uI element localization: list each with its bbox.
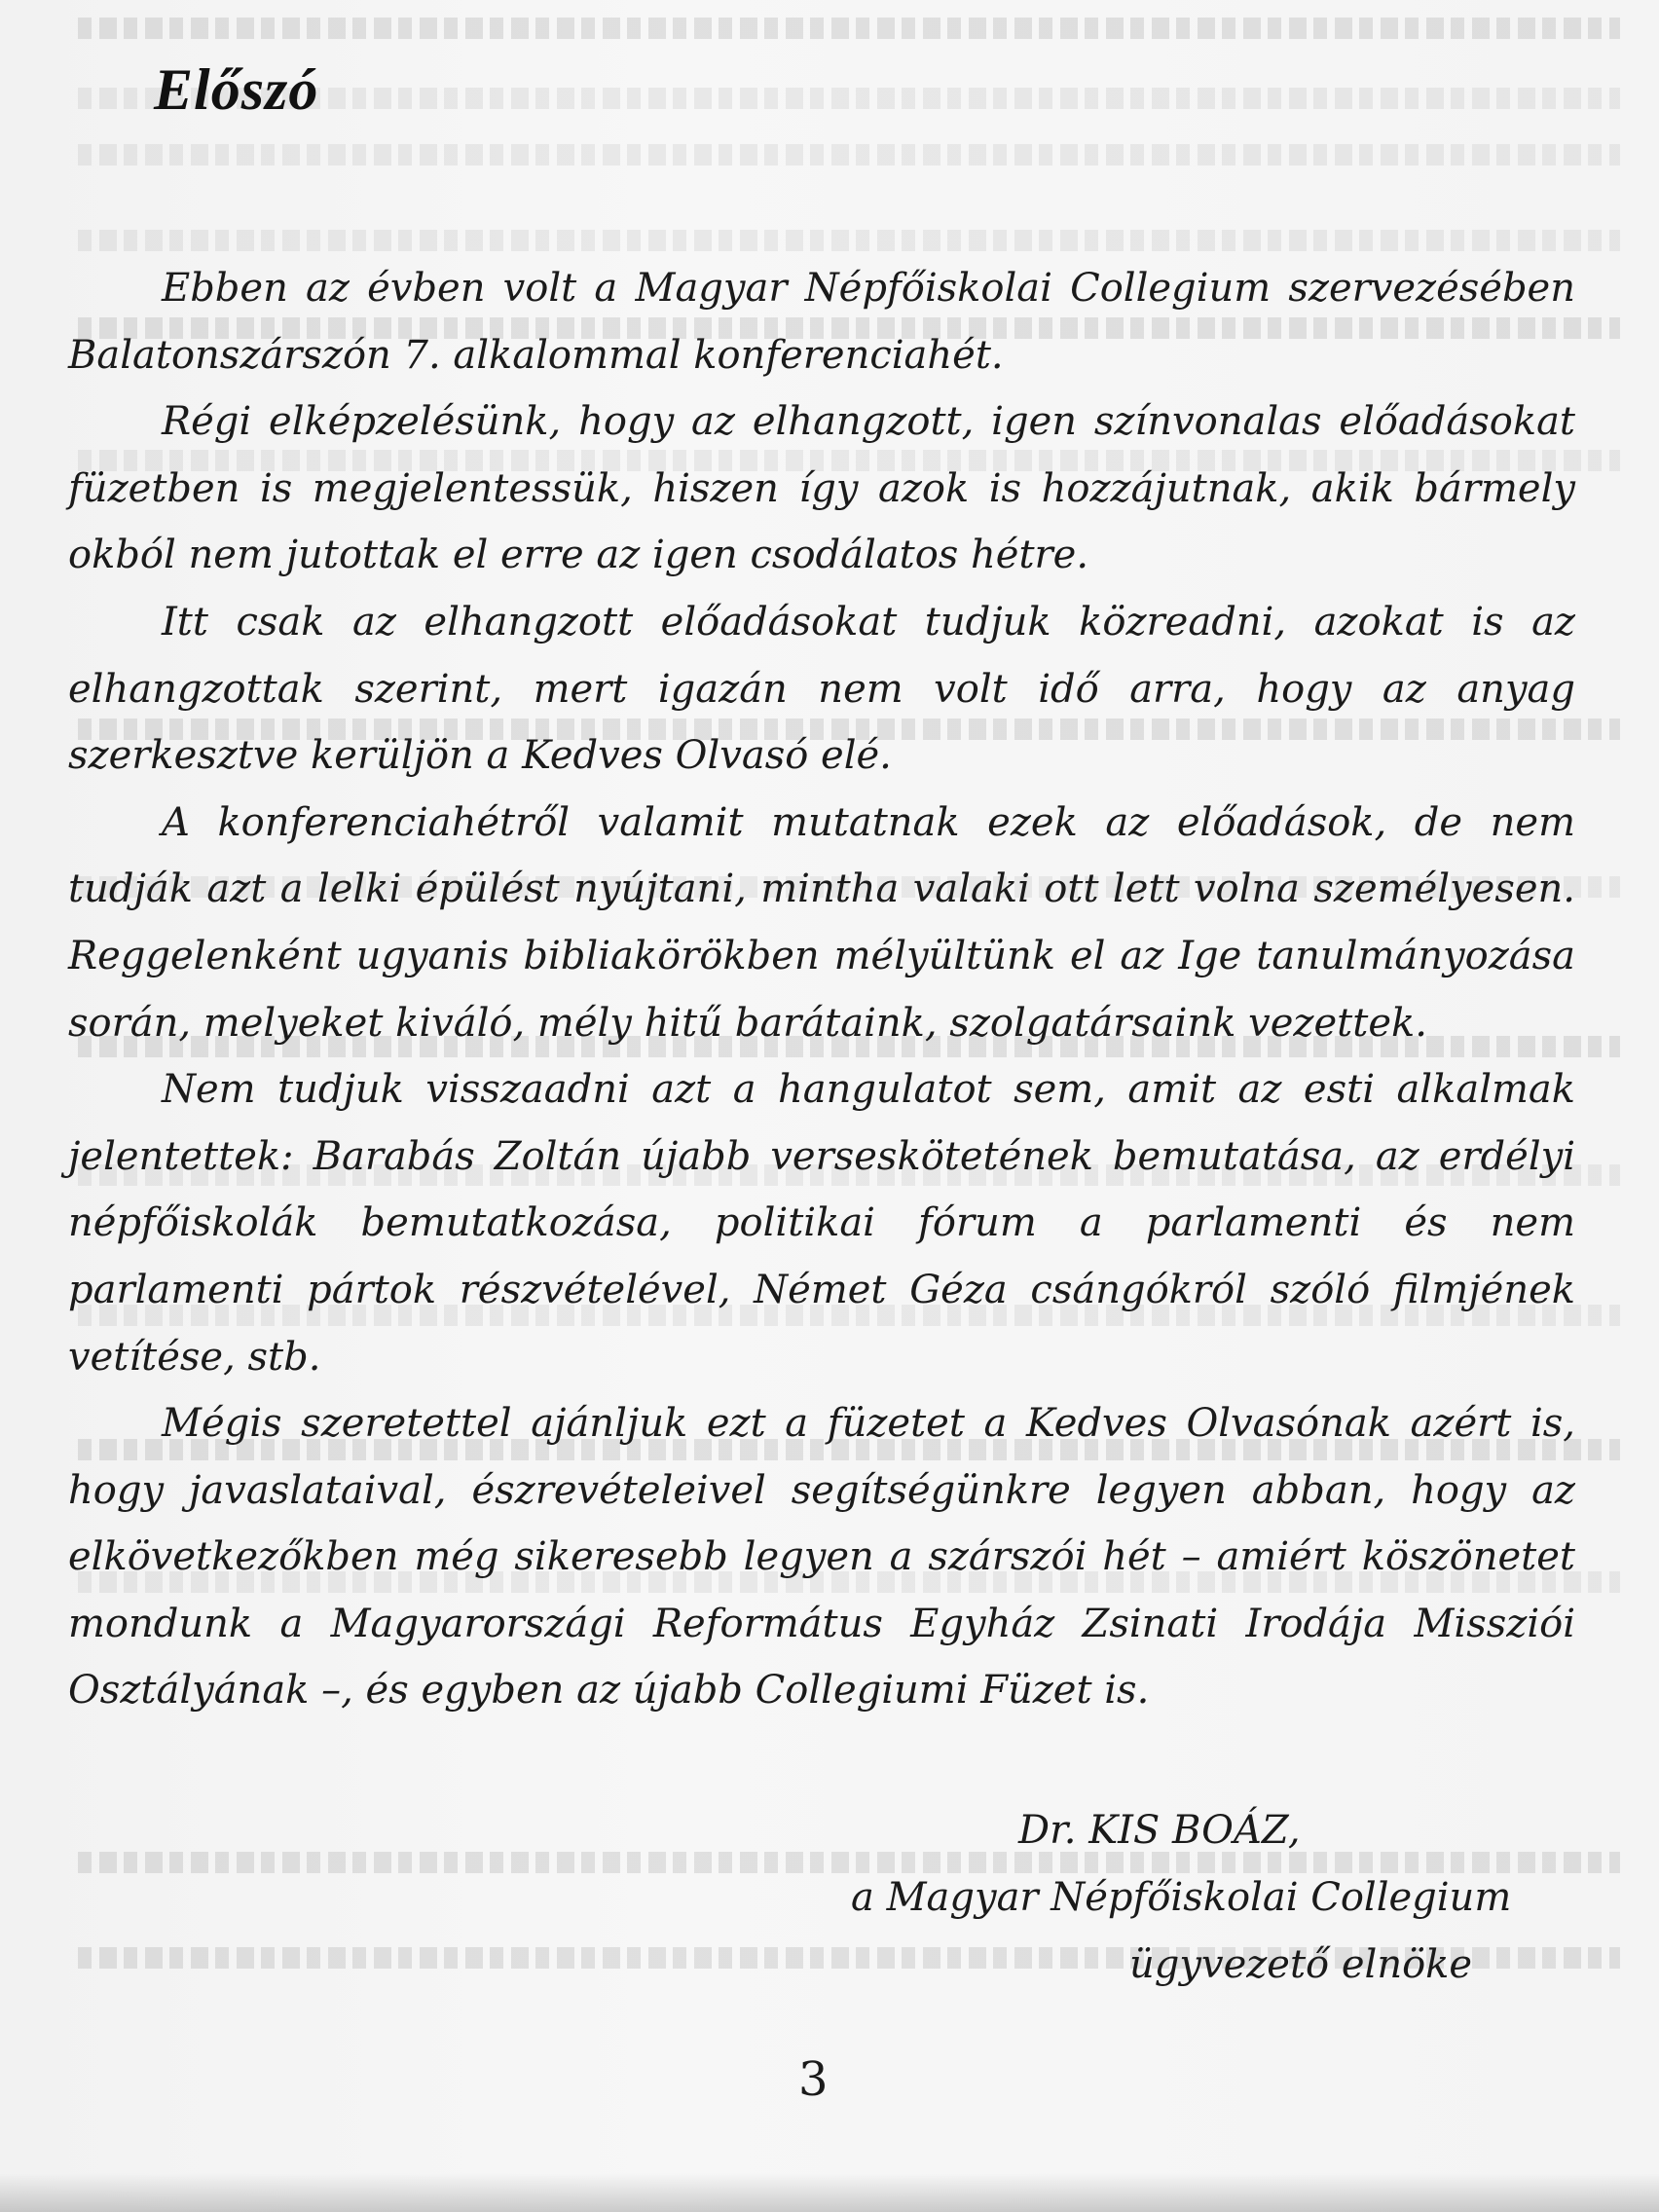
paragraph: Régi elképzelésünk, hogy az elhangzott, igen színvonalas előadásokat füzetben is megjelentessük, hiszen így azok is hozzájutnak, akik bármely okból nem jutottak el erre az igen csodálatos hétre. — [68, 399, 1575, 578]
paragraph: Nem tudjuk visszaadni azt a hangulatot sem, amit az esti alkalmak jelentettek: Barabás Zoltán újabb verseskötetének bemutatása, az erdélyi népfőiskolák bemutatkozása, politikai fórum a parlamenti és nem parlamenti pártok részvételével, Német Géza csángókról szóló filmjének vetítése, stb. — [68, 1067, 1575, 1380]
bleed-through-line — [78, 144, 1620, 166]
paragraph: Ebben az évben volt a Magyar Népfőiskolai Collegium szervezésében Balatonszárszón 7. alkalommal konferenciahét. — [68, 266, 1575, 378]
signature-role: ügyvezető elnöke — [1129, 1942, 1473, 1987]
signature-role: a Magyar Népfőiskolai Collegium — [851, 1875, 1512, 1920]
signature-block — [837, 1797, 1577, 1999]
paragraph: A konferenciahétről valamit mutatnak ezek az előadások, de nem tudják azt a lelki épülést nyújtani, mintha valaki ott lett volna személyesen. Reggelenként ugyanis bibliakörökben mélyültünk el az Ige tanulmányozása során, melyeket kiváló, mély hitű barátaink, szolgatársaink vezettek. — [68, 799, 1575, 1046]
signature-name: Dr. KIS BOÁZ, — [1018, 1808, 1301, 1853]
bleed-through-line — [78, 230, 1620, 251]
bleed-through-line — [78, 18, 1620, 39]
paragraph: Itt csak az elhangzott előadásokat tudjuk közreadni, azokat is az elhangzottak szerint, mert igazán nem volt idő arra, hogy az anyag szerkesztve kerüljön a Kedves Olvasó elé. — [68, 599, 1575, 779]
page-number: 3 — [798, 2052, 829, 2107]
page-edge-shadow — [0, 2173, 1659, 2212]
page-title: Előszó — [154, 57, 319, 122]
preface-body — [68, 255, 1575, 1724]
paragraph: Mégis szeretettel ajánljuk ezt a füzetet a Kedves Olvasónak azért is, hogy javaslataival, észrevételeivel segítségünkre legyen abban, hogy az elkövetkezőkben még sikeresebb legyen a szárszói hét – amiért köszönetet mondunk a Magyarországi Református Egyház Zsinati Irodája Missziói Osztályának –, és egyben az újabb Collegiumi Füzet is. — [68, 1401, 1575, 1714]
